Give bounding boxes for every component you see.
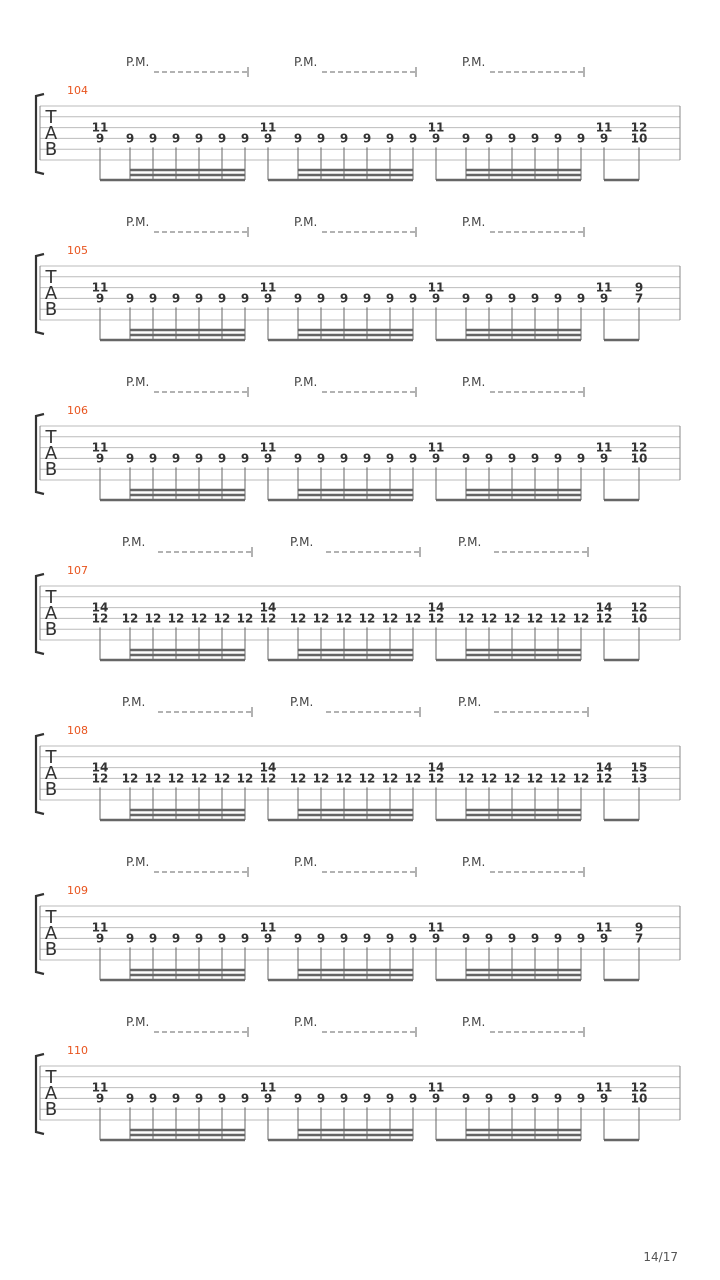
fret-number: 9	[599, 451, 609, 466]
fret-number: 12	[630, 120, 648, 135]
palm-mute-label: P.M.	[294, 855, 318, 869]
fret-number: 13	[630, 771, 648, 786]
fret-number: 9	[599, 131, 609, 146]
fret-number: 9	[171, 931, 181, 946]
fret-number: 9	[461, 131, 471, 146]
fret-number: 9	[408, 1091, 418, 1106]
fret-number: 9	[484, 451, 494, 466]
fret-number: 9	[408, 451, 418, 466]
fret-number: 9	[194, 931, 204, 946]
fret-number: 12	[289, 771, 307, 786]
fret-number: 12	[121, 771, 139, 786]
tab-clef-letter: A	[44, 603, 58, 624]
measure-number: 109	[67, 884, 88, 897]
fret-number: 12	[503, 611, 521, 626]
fret-number: 9	[385, 291, 395, 306]
fret-number: 9	[125, 291, 135, 306]
fret-number: 14	[259, 600, 277, 615]
fret-number: 12	[595, 771, 613, 786]
fret-number: 9	[599, 291, 609, 306]
fret-number: 9	[194, 131, 204, 146]
fret-number: 9	[293, 1091, 303, 1106]
palm-mute-label: P.M.	[462, 1015, 486, 1029]
fret-number: 9	[194, 291, 204, 306]
fret-number: 9	[362, 131, 372, 146]
fret-number: 9	[599, 1091, 609, 1106]
fret-number: 11	[91, 1080, 109, 1095]
fret-number: 9	[385, 451, 395, 466]
fret-number: 11	[91, 440, 109, 455]
fret-number: 12	[549, 771, 567, 786]
fret-number: 12	[381, 611, 399, 626]
fret-number: 12	[91, 771, 109, 786]
fret-number: 9	[431, 451, 441, 466]
fret-number: 12	[526, 611, 544, 626]
fret-number: 12	[236, 771, 254, 786]
fret-number: 9	[240, 131, 250, 146]
palm-mute-label: P.M.	[122, 535, 146, 549]
fret-number: 12	[190, 611, 208, 626]
fret-number: 9	[530, 1091, 540, 1106]
fret-number: 12	[457, 771, 475, 786]
palm-mute-label: P.M.	[462, 215, 486, 229]
tab-clef-letter: B	[44, 299, 58, 320]
fret-number: 9	[507, 451, 517, 466]
fret-number: 9	[217, 931, 227, 946]
fret-number: 10	[630, 611, 648, 626]
fret-number: 9	[484, 1091, 494, 1106]
tab-clef-letter: A	[44, 763, 58, 784]
fret-number: 12	[526, 771, 544, 786]
fret-number: 9	[553, 451, 563, 466]
fret-number: 9	[507, 131, 517, 146]
fret-number: 10	[630, 131, 648, 146]
fret-number: 14	[595, 760, 613, 775]
fret-number: 9	[484, 931, 494, 946]
fret-number: 12	[312, 771, 330, 786]
fret-number: 9	[339, 131, 349, 146]
fret-number: 9	[148, 291, 158, 306]
fret-number: 9	[194, 451, 204, 466]
fret-number: 9	[408, 931, 418, 946]
fret-number: 9	[263, 291, 273, 306]
palm-mute-label: P.M.	[290, 695, 314, 709]
fret-number: 11	[595, 920, 613, 935]
fret-number: 12	[427, 771, 445, 786]
fret-number: 9	[316, 451, 326, 466]
fret-number: 9	[431, 131, 441, 146]
fret-number: 9	[148, 931, 158, 946]
fret-number: 9	[240, 931, 250, 946]
fret-number: 9	[125, 451, 135, 466]
palm-mute-label: P.M.	[294, 55, 318, 69]
fret-number: 11	[259, 1080, 277, 1095]
tab-clef-letter: A	[44, 123, 58, 144]
measure-number: 104	[67, 84, 88, 97]
fret-number: 9	[217, 291, 227, 306]
fret-number: 9	[95, 1091, 105, 1106]
fret-number: 9	[171, 451, 181, 466]
tab-clef-letter: T	[45, 1067, 57, 1088]
fret-number: 9	[125, 1091, 135, 1106]
fret-number: 15	[630, 760, 648, 775]
fret-number: 9	[362, 931, 372, 946]
palm-mute-label: P.M.	[126, 1015, 150, 1029]
fret-number: 9	[553, 1091, 563, 1106]
tab-clef-letter: A	[44, 1083, 58, 1104]
fret-number: 9	[576, 931, 586, 946]
fret-number: 7	[634, 291, 644, 306]
fret-number: 12	[144, 611, 162, 626]
fret-number: 12	[457, 611, 475, 626]
palm-mute-label: P.M.	[126, 375, 150, 389]
fret-number: 9	[431, 1091, 441, 1106]
fret-number: 9	[484, 131, 494, 146]
fret-number: 12	[358, 611, 376, 626]
palm-mute-label: P.M.	[294, 375, 318, 389]
fret-number: 9	[530, 131, 540, 146]
fret-number: 9	[431, 931, 441, 946]
palm-mute-label: P.M.	[122, 695, 146, 709]
tab-clef-letter: B	[44, 139, 58, 160]
fret-number: 12	[404, 771, 422, 786]
fret-number: 12	[335, 771, 353, 786]
fret-number: 9	[263, 1091, 273, 1106]
tab-clef-letter: A	[44, 443, 58, 464]
fret-number: 11	[595, 280, 613, 295]
fret-number: 9	[240, 451, 250, 466]
fret-number: 9	[408, 131, 418, 146]
fret-number: 9	[171, 291, 181, 306]
fret-number: 12	[259, 771, 277, 786]
fret-number: 9	[408, 291, 418, 306]
fret-number: 9	[217, 1091, 227, 1106]
measure-number: 110	[67, 1044, 88, 1057]
fret-number: 14	[259, 760, 277, 775]
fret-number: 11	[259, 280, 277, 295]
fret-number: 9	[634, 920, 644, 935]
fret-number: 9	[263, 931, 273, 946]
fret-number: 9	[553, 931, 563, 946]
fret-number: 9	[125, 131, 135, 146]
palm-mute-label: P.M.	[290, 535, 314, 549]
fret-number: 12	[381, 771, 399, 786]
fret-number: 9	[217, 451, 227, 466]
measure-number: 105	[67, 244, 88, 257]
page-number: 14/17	[643, 1250, 678, 1264]
fret-number: 9	[293, 931, 303, 946]
fret-number: 9	[431, 291, 441, 306]
tab-clef-letter: T	[45, 267, 57, 288]
palm-mute-label: P.M.	[294, 1015, 318, 1029]
fret-number: 12	[213, 771, 231, 786]
fret-number: 9	[484, 291, 494, 306]
fret-number: 9	[385, 1091, 395, 1106]
fret-number: 11	[91, 920, 109, 935]
fret-number: 12	[91, 611, 109, 626]
fret-number: 11	[595, 1080, 613, 1095]
fret-number: 11	[427, 440, 445, 455]
tab-clef-letter: B	[44, 939, 58, 960]
fret-number: 12	[358, 771, 376, 786]
fret-number: 9	[576, 451, 586, 466]
fret-number: 12	[480, 611, 498, 626]
fret-number: 12	[144, 771, 162, 786]
measure-number: 106	[67, 404, 88, 417]
fret-number: 12	[572, 611, 590, 626]
fret-number: 9	[576, 131, 586, 146]
fret-number: 9	[553, 291, 563, 306]
fret-number: 9	[95, 291, 105, 306]
fret-number: 9	[385, 931, 395, 946]
fret-number: 12	[427, 611, 445, 626]
fret-number: 14	[427, 760, 445, 775]
tab-clef-letter: T	[45, 107, 57, 128]
fret-number: 12	[595, 611, 613, 626]
fret-number: 9	[576, 291, 586, 306]
fret-number: 9	[148, 131, 158, 146]
fret-number: 12	[259, 611, 277, 626]
fret-number: 12	[121, 611, 139, 626]
palm-mute-label: P.M.	[126, 215, 150, 229]
fret-number: 9	[599, 931, 609, 946]
fret-number: 11	[427, 920, 445, 935]
fret-number: 9	[240, 1091, 250, 1106]
tab-clef-letter: T	[45, 747, 57, 768]
fret-number: 9	[95, 451, 105, 466]
fret-number: 11	[259, 120, 277, 135]
fret-number: 12	[213, 611, 231, 626]
fret-number: 12	[630, 1080, 648, 1095]
tab-clef-letter: T	[45, 907, 57, 928]
fret-number: 9	[293, 451, 303, 466]
fret-number: 9	[217, 131, 227, 146]
tab-clef-letter: B	[44, 619, 58, 640]
fret-number: 11	[427, 120, 445, 135]
fret-number: 14	[91, 600, 109, 615]
fret-number: 9	[530, 291, 540, 306]
palm-mute-label: P.M.	[126, 855, 150, 869]
fret-number: 9	[263, 131, 273, 146]
palm-mute-label: P.M.	[294, 215, 318, 229]
fret-number: 12	[630, 440, 648, 455]
fret-number: 10	[630, 451, 648, 466]
fret-number: 12	[335, 611, 353, 626]
fret-number: 9	[148, 451, 158, 466]
fret-number: 9	[316, 131, 326, 146]
fret-number: 9	[125, 931, 135, 946]
fret-number: 12	[572, 771, 590, 786]
fret-number: 9	[316, 291, 326, 306]
fret-number: 9	[293, 291, 303, 306]
fret-number: 9	[95, 131, 105, 146]
fret-number: 9	[339, 931, 349, 946]
fret-number: 9	[553, 131, 563, 146]
fret-number: 9	[148, 1091, 158, 1106]
fret-number: 9	[339, 1091, 349, 1106]
fret-number: 9	[461, 451, 471, 466]
fret-number: 9	[461, 291, 471, 306]
fret-number: 10	[630, 1091, 648, 1106]
fret-number: 12	[236, 611, 254, 626]
fret-number: 9	[507, 1091, 517, 1106]
fret-number: 9	[507, 931, 517, 946]
fret-number: 14	[91, 760, 109, 775]
fret-number: 12	[167, 611, 185, 626]
fret-number: 11	[427, 1080, 445, 1095]
fret-number: 9	[339, 451, 349, 466]
fret-number: 11	[427, 280, 445, 295]
fret-number: 9	[263, 451, 273, 466]
fret-number: 9	[530, 931, 540, 946]
fret-number: 9	[576, 1091, 586, 1106]
fret-number: 9	[194, 1091, 204, 1106]
fret-number: 9	[507, 291, 517, 306]
palm-mute-label: P.M.	[458, 695, 482, 709]
fret-number: 11	[91, 120, 109, 135]
fret-number: 14	[427, 600, 445, 615]
fret-number: 9	[95, 931, 105, 946]
fret-number: 9	[461, 1091, 471, 1106]
fret-number: 12	[549, 611, 567, 626]
fret-number: 12	[503, 771, 521, 786]
fret-number: 12	[630, 600, 648, 615]
fret-number: 12	[167, 771, 185, 786]
fret-number: 9	[362, 1091, 372, 1106]
fret-number: 9	[293, 131, 303, 146]
fret-number: 9	[171, 1091, 181, 1106]
fret-number: 9	[362, 291, 372, 306]
palm-mute-label: P.M.	[458, 535, 482, 549]
fret-number: 11	[91, 280, 109, 295]
fret-number: 11	[595, 440, 613, 455]
tab-clef-letter: T	[45, 587, 57, 608]
fret-number: 9	[362, 451, 372, 466]
fret-number: 12	[289, 611, 307, 626]
fret-number: 11	[259, 440, 277, 455]
fret-number: 9	[316, 1091, 326, 1106]
fret-number: 12	[404, 611, 422, 626]
measure-number: 108	[67, 724, 88, 737]
measure-number: 107	[67, 564, 88, 577]
fret-number: 12	[480, 771, 498, 786]
fret-number: 11	[595, 120, 613, 135]
tab-clef-letter: A	[44, 283, 58, 304]
fret-number: 11	[259, 920, 277, 935]
tab-clef-letter: B	[44, 459, 58, 480]
palm-mute-label: P.M.	[462, 855, 486, 869]
fret-number: 9	[634, 280, 644, 295]
fret-number: 9	[339, 291, 349, 306]
palm-mute-label: P.M.	[462, 375, 486, 389]
tab-clef-letter: B	[44, 779, 58, 800]
palm-mute-label: P.M.	[126, 55, 150, 69]
fret-number: 9	[240, 291, 250, 306]
tab-clef-letter: A	[44, 923, 58, 944]
fret-number: 9	[530, 451, 540, 466]
fret-number: 9	[461, 931, 471, 946]
fret-number: 9	[171, 131, 181, 146]
fret-number: 7	[634, 931, 644, 946]
fret-number: 12	[190, 771, 208, 786]
fret-number: 9	[316, 931, 326, 946]
tab-clef-letter: B	[44, 1099, 58, 1120]
fret-number: 9	[385, 131, 395, 146]
fret-number: 14	[595, 600, 613, 615]
tab-clef-letter: T	[45, 427, 57, 448]
palm-mute-label: P.M.	[462, 55, 486, 69]
fret-number: 12	[312, 611, 330, 626]
